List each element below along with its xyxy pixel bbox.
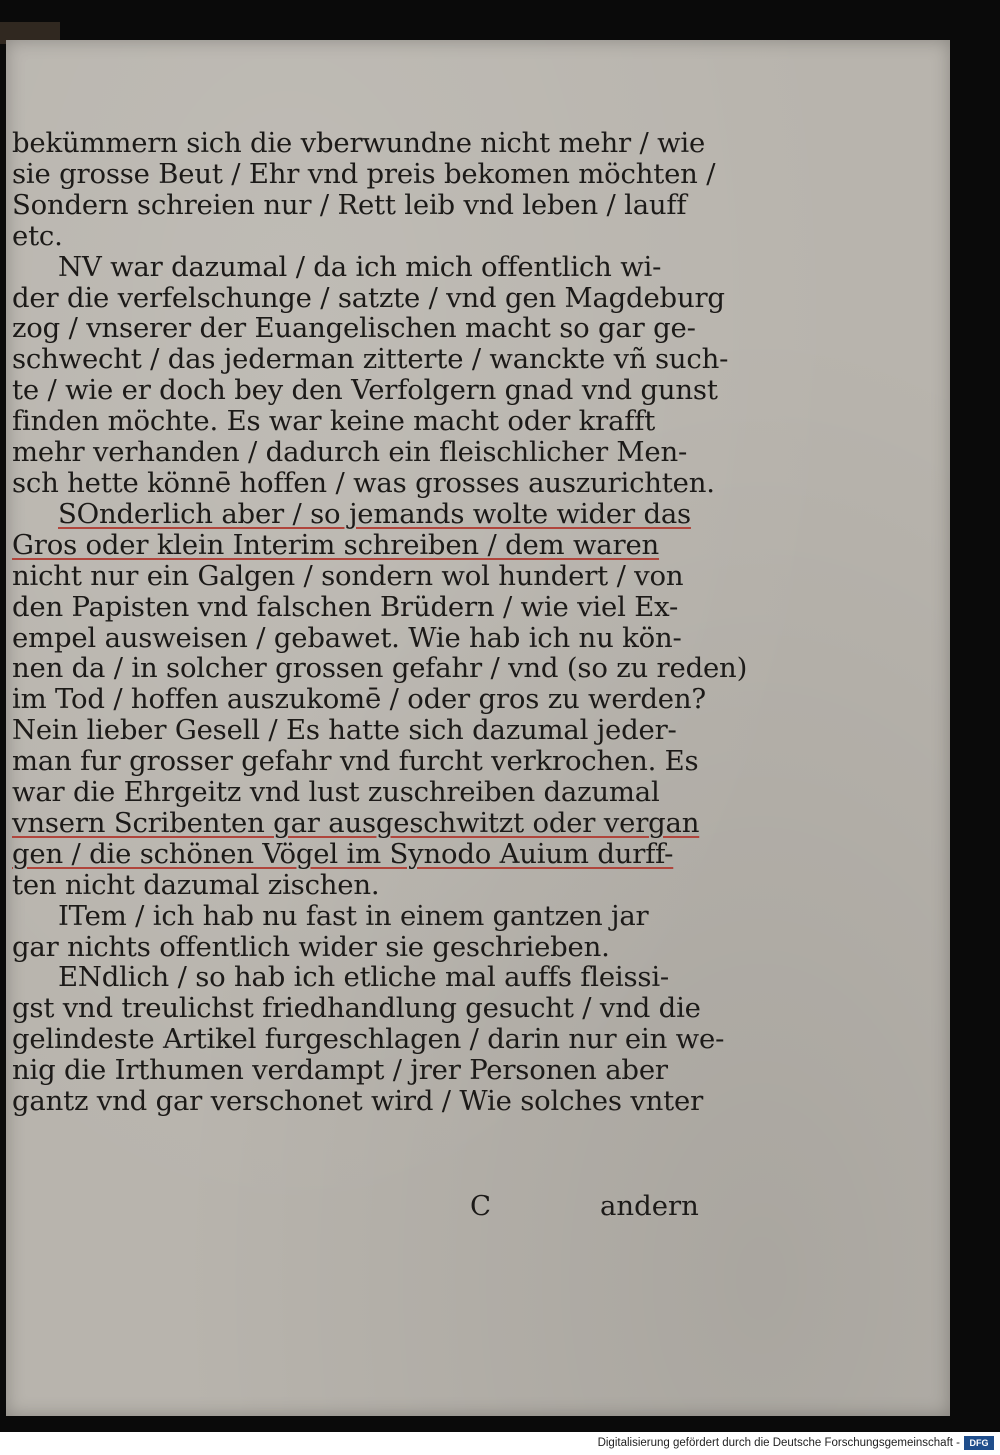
text-line: nen da / in solcher grossen gefahr / vnd (so zu reden) [12, 652, 748, 685]
page-text [6, 127, 748, 1118]
text-line: SOnderlich aber / so jemands wolte wider das [58, 497, 691, 530]
text-line: empel ausweisen / gebawet. Wie hab ich nu kön- [12, 621, 682, 654]
text-line: etc. [12, 219, 63, 252]
text-line: Gros oder klein Interim schreiben / dem waren [12, 528, 660, 561]
text-line: Nein lieber Gesell / Es hatte sich dazumal jeder- [12, 714, 677, 747]
text-line: NV war dazumal / da ich mich offentlich wi- [58, 250, 662, 283]
text-line: finden möchte. Es war keine macht oder krafft [12, 405, 656, 438]
text-line: mehr verhanden / dadurch ein fleischlicher Men- [12, 436, 688, 469]
text-line: gantz vnd gar verschonet wird / Wie solches vnter [12, 1085, 704, 1118]
signature-mark: C [470, 1190, 492, 1222]
catchword: andern [600, 1190, 699, 1222]
text-line: vnsern Scribenten gar ausgeschwitzt oder vergan [12, 806, 700, 839]
text-line: den Papisten vnd falschen Brüdern / wie viel Ex- [12, 590, 679, 623]
text-line: ENdlich / so hab ich etliche mal auffs fleissi- [58, 961, 670, 994]
book-page [6, 40, 950, 1416]
text-line: gst vnd treulichst friedhandlung gesucht / vnd die [12, 992, 701, 1025]
text-line: der die verfelschunge / satzte / vnd gen Magdeburg [12, 281, 725, 314]
text-line: gen / die schönen Vögel im Synodo Auium durff- [12, 837, 674, 870]
dfg-logo-icon: DFG [964, 1436, 994, 1450]
text-line: te / wie er doch bey den Verfolgern gnad vnd gunst [12, 374, 718, 407]
text-line: Sondern schreien nur / Rett leib vnd leben / lauff [12, 188, 687, 221]
text-line: sch hette könnē hoffen / was grosses auszurichten. [12, 466, 715, 499]
text-line: nig die Irthumen verdampt / jrer Personen aber [12, 1054, 668, 1087]
text-line: im Tod / hoffen auszukomē / oder gros zu werden? [12, 683, 706, 716]
text-line: man fur grosser gefahr vnd furcht verkrochen. Es [12, 745, 699, 778]
page-foot [6, 1190, 706, 1224]
text-line: war die Ehrgeitz vnd lust zuschreiben dazumal [12, 776, 660, 809]
funding-credit: Digitalisierung gefördert durch die Deutsche Forschungsgemeinschaft - [597, 1437, 960, 1449]
text-line: ITem / ich hab nu fast in einem gantzen jar [58, 899, 649, 932]
text-line: schwecht / das jederman zitterte / wanckte vñ such- [12, 343, 729, 376]
text-line: ten nicht dazumal zischen. [12, 868, 380, 901]
text-line: gar nichts offentlich wider sie geschrieben. [12, 930, 610, 963]
text-line: zog / vnserer der Euangelischen macht so gar ge- [12, 312, 696, 345]
footer-bar [0, 1432, 1000, 1455]
text-line: nicht nur ein Galgen / sondern wol hundert / von [12, 559, 684, 592]
text-line: gelindeste Artikel furgeschlagen / darin nur ein we- [12, 1023, 725, 1056]
text-line: bekümmern sich die vberwundne nicht mehr / wie [12, 127, 706, 159]
text-line: sie grosse Beut / Ehr vnd preis bekomen möchten / [12, 157, 716, 190]
